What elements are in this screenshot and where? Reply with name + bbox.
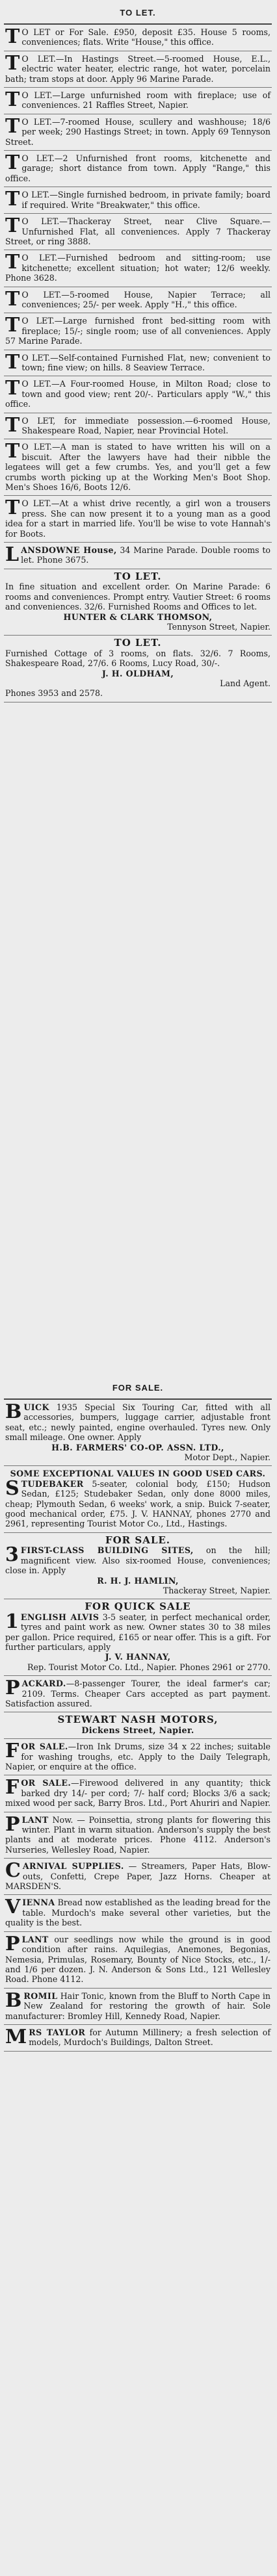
ad-body bbox=[5, 90, 270, 110]
classified-ad bbox=[4, 496, 272, 543]
classified-ad bbox=[4, 1932, 272, 1989]
ad-text: 5-seater, colonial body, £150; Hudson Sedan, £125; Studebaker Sedan, only done 8000 miles, cheap; Plymouth Sedan, 6 weeks' work, a snip. Buick 7-seater, good mechanical order, £75. J. V. HANNAY, phones 2770 and 2961, representing Tourist Motor Co., Ltd., Hastings. bbox=[5, 1478, 270, 1529]
ad-text: 3-5 seater, in perfect mechanical order, tyres and paint work as new. Owner states 30 to 38 miles per gallon. Price required, £165 or near offer. This is a gift. For further particulars, apply bbox=[5, 1612, 270, 1652]
drop-capital: M bbox=[5, 2025, 27, 2048]
ad-keyword: ACKARD. bbox=[21, 1679, 66, 1689]
ad-body bbox=[5, 316, 270, 346]
ad-text: Hair Tonic, known from the Bluff to North Cape in New Zealand for restoring the growth of hair. Sole manufacturer: Bromley Hill, Kennedy Road, Napier. bbox=[5, 1990, 270, 2021]
ad-phones: Phones 3953 and 2578. bbox=[5, 688, 103, 699]
classified-ad bbox=[4, 1466, 272, 1532]
classified-ad bbox=[4, 1989, 272, 2025]
drop-capital: P bbox=[5, 1812, 20, 1836]
ad-text: our seedlings now while the ground is in good condition after rains. Aquilegias, Anemones, Begonias, Nemesia, Primulas, Rosemary, Bounty of Nice Stocks, etc., 1/- and 1/6 per dozen. J. N. Anderson & Sons Ltd., 121 Wellesley Road. Phone 4112. bbox=[5, 1934, 270, 1985]
ad-body bbox=[5, 1402, 270, 1443]
ad-address: Land Agent. bbox=[220, 678, 270, 688]
ad-text: —Iron Ink Drums, size 34 x 22 inches; suitable for washing troughs, etc. Apply to the Daily Telegraph, Napier, or enquire at the office. bbox=[5, 1742, 270, 1771]
classified-ad bbox=[4, 543, 272, 569]
ad-text: O LET.—2 Unfurnished front rooms, kitchenette and garage; short distance from town. Apply "Range," this office. bbox=[5, 153, 270, 183]
classified-ad bbox=[4, 413, 272, 440]
ad-title: TO LET. bbox=[114, 637, 162, 649]
classified-ad bbox=[4, 1739, 272, 1775]
ad-signature: Dickens Street, Napier. bbox=[81, 1725, 194, 1735]
ad-text: —Firewood delivered in any quantity; thick barked dry 14/- per cord; 7/- half cord; Blocks 3/6 a sack; mixed wood per sack, Barry Bros. Ltd., Port Ahuriri and Napier. bbox=[5, 1778, 270, 1809]
classified-ad bbox=[4, 1533, 272, 1599]
ad-keyword: OR SALE. bbox=[21, 1778, 72, 1788]
ad-body bbox=[5, 1991, 270, 2021]
ad-body bbox=[5, 442, 270, 492]
section-heading: TO LET. bbox=[120, 8, 156, 18]
ad-keyword: ROMIL bbox=[23, 1990, 58, 2001]
ad-title: FOR QUICK SALE bbox=[85, 1601, 191, 1613]
ad-keyword: ANSDOWNE House, bbox=[21, 545, 117, 556]
ad-body bbox=[5, 1861, 270, 1891]
drop-capital: T bbox=[5, 151, 20, 175]
classified-ad bbox=[4, 1676, 272, 1712]
classified-ad bbox=[4, 151, 272, 187]
ad-body bbox=[5, 287, 270, 311]
ad-body bbox=[5, 1679, 270, 1708]
drop-capital: T bbox=[5, 188, 20, 211]
classified-ad bbox=[4, 376, 272, 413]
ad-body bbox=[5, 1778, 270, 1808]
drop-capital: T bbox=[5, 251, 20, 274]
ad-body bbox=[5, 1742, 270, 1771]
drop-capital: V bbox=[5, 1896, 21, 1919]
ad-body bbox=[5, 1932, 270, 1985]
ad-body bbox=[5, 153, 270, 183]
ad-keyword: LANT bbox=[21, 1934, 49, 1944]
classified-ad bbox=[4, 88, 272, 114]
classified-ad bbox=[4, 1812, 272, 1859]
ad-text: O LET.—Large furnished front bed-sitting room with fireplace; 15/-; single room; use of all conveniences. Apply 57 Marine Parade. bbox=[5, 316, 270, 346]
ad-body bbox=[5, 1545, 270, 1575]
classified-ad bbox=[4, 187, 272, 214]
drop-capital: T bbox=[5, 413, 20, 437]
classified-ad bbox=[4, 25, 272, 51]
drop-capital: T bbox=[5, 114, 20, 138]
ad-text: on the hill; magnificent view. Also six-roomed House, conveniences; close in. Apply bbox=[5, 1545, 270, 1576]
drop-capital: 3 bbox=[5, 1543, 19, 1567]
ad-title: TO LET. bbox=[114, 570, 162, 582]
ad-keyword: LANT bbox=[21, 1814, 49, 1825]
ad-keyword: RS TAYLOR bbox=[29, 2027, 86, 2037]
ad-address: Thackeray Street, Napier. bbox=[163, 1585, 270, 1595]
drop-capital: T bbox=[5, 496, 20, 520]
ad-body bbox=[5, 350, 270, 374]
section-heading-rule bbox=[4, 3, 272, 25]
ad-text: O LET.—Furnished bedroom and sitting-room; use kitchenette; excellent situation; hot water; 12/6 weekly. Phone 3628. bbox=[5, 253, 270, 283]
drop-capital: T bbox=[5, 350, 20, 374]
ad-keyword: IENNA bbox=[22, 1898, 55, 1908]
classified-ad bbox=[4, 1599, 272, 1676]
drop-capital: T bbox=[5, 314, 20, 337]
ad-text: O LET.—A man is stated to have written his will on a biscuit. After the lawyers have had their nibble the legatees will get a few crumbs. Yes, and you'll get a few crumbs worth picking up at the Working Men's Boot Shop. Men's Shoes 16/6, Boots 12/6. bbox=[5, 442, 270, 493]
ad-keyword: UICK bbox=[23, 1402, 49, 1412]
section-heading-rule bbox=[4, 1378, 272, 1400]
ad-signature: J. V. HANNAY, bbox=[105, 1652, 171, 1662]
ad-body bbox=[5, 51, 270, 84]
ad-text: O LET.—At a whist drive recently, a girl won a trousers press. She can now present it to a young man as a good idea for a start in married life. You'll be wise to vote Hannah's for Boots. bbox=[5, 498, 270, 539]
classified-ad bbox=[4, 636, 272, 702]
ad-body bbox=[5, 1612, 270, 1653]
classified-ad bbox=[4, 1400, 272, 1466]
ad-body bbox=[5, 498, 270, 539]
ad-keyword: ARNIVAL SUPPLIES. bbox=[22, 1861, 124, 1872]
ad-signature: J. H. OLDHAM, bbox=[101, 668, 174, 678]
ad-body bbox=[5, 190, 270, 210]
ad-body bbox=[5, 253, 270, 283]
ad-body bbox=[5, 27, 270, 47]
drop-capital: F bbox=[5, 1776, 20, 1799]
ad-text: O LET or For Sale. £950, deposit £35. House 5 rooms, conveniences; flats. Write "House," this office. bbox=[21, 27, 270, 47]
classified-ad bbox=[4, 2025, 272, 2052]
drop-capital: T bbox=[5, 51, 20, 75]
drop-capital: T bbox=[5, 287, 20, 311]
ad-signature: HUNTER & CLARK THOMSON, bbox=[63, 612, 213, 622]
ad-body bbox=[5, 582, 270, 612]
drop-capital: B bbox=[5, 1400, 22, 1423]
classified-ad bbox=[4, 1859, 272, 1895]
ad-keyword: OR SALE. bbox=[21, 1742, 68, 1752]
classified-ad bbox=[4, 287, 272, 314]
classified-ad bbox=[4, 1775, 272, 1812]
drop-capital: T bbox=[5, 214, 20, 238]
ad-body bbox=[5, 1476, 270, 1529]
ad-text: O LET.—Self-contained Furnished Flat, new; convenient to town; fine view; on hills. 8 Seaview Terrace. bbox=[21, 352, 270, 372]
ad-title: FOR SALE. bbox=[105, 1534, 171, 1546]
ad-signature: R. H. J. HAMLIN, bbox=[97, 1575, 179, 1586]
classified-ad bbox=[4, 114, 272, 151]
classified-ad bbox=[4, 214, 272, 250]
drop-capital: T bbox=[5, 440, 20, 463]
ad-text: O LET.—A Four-roomed House, in Milton Road; close to town and good view; rent 20/-. Particulars apply "W.," this office. bbox=[5, 379, 270, 409]
ad-body bbox=[5, 379, 270, 409]
drop-capital: L bbox=[5, 543, 20, 567]
ad-body bbox=[5, 216, 270, 246]
drop-capital: 1 bbox=[5, 1610, 19, 1633]
ad-text: O LET.—7-roomed House, scullery and washhouse; 18/6 per week; 290 Hastings Street; in town. Apply 69 Tennyson Street. bbox=[5, 116, 270, 147]
ad-keyword: FIRST-CLASS BUILDING SITES, bbox=[20, 1545, 194, 1556]
ad-text: O LET.—Large unfurnished room with fireplace; use of conveniences. 21 Raffles Street, Napier. bbox=[21, 90, 270, 110]
ad-body bbox=[5, 114, 270, 147]
ad-text: —8-passenger Tourer, the ideal farmer's car; 2109. Terms. Cheaper Cars accepted as part payment. Satisfaction assured. bbox=[5, 1679, 270, 1708]
ad-body bbox=[5, 1898, 270, 1927]
ad-body bbox=[5, 649, 270, 669]
drop-capital: P bbox=[5, 1677, 20, 1700]
ad-text: 1935 Special Six Touring Car, fitted with all accessories, bumpers, luggage carrier, adjustable front seat, etc.; newly painted, engine overhauled. Tyres new. Only small mileage. One owner. Apply bbox=[5, 1402, 270, 1443]
ad-keyword: TUDEBAKER bbox=[21, 1478, 84, 1489]
ad-caption: SOME EXCEPTIONAL VALUES IN GOOD USED CARS. bbox=[10, 1469, 266, 1479]
drop-capital: T bbox=[5, 377, 20, 400]
drop-capital: C bbox=[5, 1859, 21, 1883]
ad-text: for Autumn Millinery; a fresh selection of models, Murdoch's Buildings, Dalton Street. bbox=[29, 2027, 270, 2048]
classified-ad bbox=[4, 1712, 272, 1739]
ad-text: O LET.—Single furnished bedroom, in private family; board if required. Write "Breakwater," this office. bbox=[21, 190, 270, 210]
drop-capital: P bbox=[5, 1932, 20, 1955]
ad-body bbox=[5, 2025, 270, 2048]
ad-keyword: ENGLISH ALVIS bbox=[20, 1612, 99, 1622]
classified-ad bbox=[4, 439, 272, 496]
ad-address: Tennyson Street, Napier. bbox=[167, 621, 270, 632]
drop-capital: F bbox=[5, 1740, 20, 1763]
ad-text: O LET, for immediate possession.—6-roomed House, Shakespeare Road, Napier, near Provincial Hotel. bbox=[21, 415, 270, 435]
classified-ad bbox=[4, 51, 272, 88]
ad-text: Furnished Cottage of 3 rooms, on flats. 32/6. 7 Rooms, Shakespeare Road, 27/6. 6 Rooms, Lucy Road, 30/-. bbox=[5, 648, 270, 669]
section-heading: FOR SALE. bbox=[112, 1383, 164, 1393]
classified-ad bbox=[4, 250, 272, 287]
classified-ad bbox=[4, 1895, 272, 1931]
section-1 bbox=[4, 1378, 272, 2052]
ad-body bbox=[5, 545, 270, 565]
drop-capital: T bbox=[5, 88, 20, 112]
drop-capital: B bbox=[5, 1989, 22, 2012]
classified-ad bbox=[4, 313, 272, 350]
section-0 bbox=[4, 3, 272, 702]
ad-address: Motor Dept., Napier. bbox=[184, 1452, 270, 1463]
drop-capital: T bbox=[5, 25, 20, 48]
ad-signature: H.B. FARMERS' CO-OP. ASSN. LTD., bbox=[51, 1442, 224, 1452]
ad-text: — Streamers, Paper Hats, Blow-outs, Confetti, Crepe Paper, Jazz Horns. Cheaper at MARSDEN'S. bbox=[5, 1861, 271, 1892]
ad-text: O LET.—Thackeray Street, near Clive Square.—Unfurnished Flat, all conveniences. Apply 7 Thackeray Street, or ring 3888. bbox=[5, 216, 270, 246]
drop-capital: S bbox=[5, 1476, 20, 1500]
ad-text: Bread now established as the leading bread for the table. Murdoch's make several other varieties, but the quality is the best. bbox=[5, 1898, 270, 1928]
ad-body bbox=[5, 1812, 270, 1855]
ad-title: STEWART NASH MOTORS, bbox=[57, 1714, 218, 1726]
ad-text: Now. — Poinsettia, strong plants for flowering this winter. Plant in warm situation. Anderson's supply the best plants and at moderate prices. Phone 4112. Anderson's Nurseries, Wellesley Road, Napier. bbox=[5, 1814, 270, 1855]
ad-text: O LET.—In Hastings Street.—5-roomed House, E.L., electric water heater, electric range, hot water, porcelain bath; tram stops at door. Apply 96 Marine Parade. bbox=[5, 53, 270, 84]
ad-address: Rep. Tourist Motor Co. Ltd., Napier. Phones 2961 or 2770. bbox=[27, 1662, 270, 1672]
ad-text: O LET.—5-roomed House, Napier Terrace; all conveniences; 25/- per week. Apply "H.," this office. bbox=[21, 289, 270, 309]
ad-text: 34 Marine Parade. Double rooms to let. Phone 3675. bbox=[21, 545, 270, 565]
ad-body bbox=[5, 413, 270, 437]
classified-ad bbox=[4, 569, 272, 636]
classified-ad bbox=[4, 350, 272, 377]
ad-text: In fine situation and excellent order. On Marine Parade: 6 rooms and conveniences. Prompt entry. Vautier Street: 6 rooms and conveniences. 32/6. Furnished Rooms and Offices to let. bbox=[5, 582, 270, 612]
